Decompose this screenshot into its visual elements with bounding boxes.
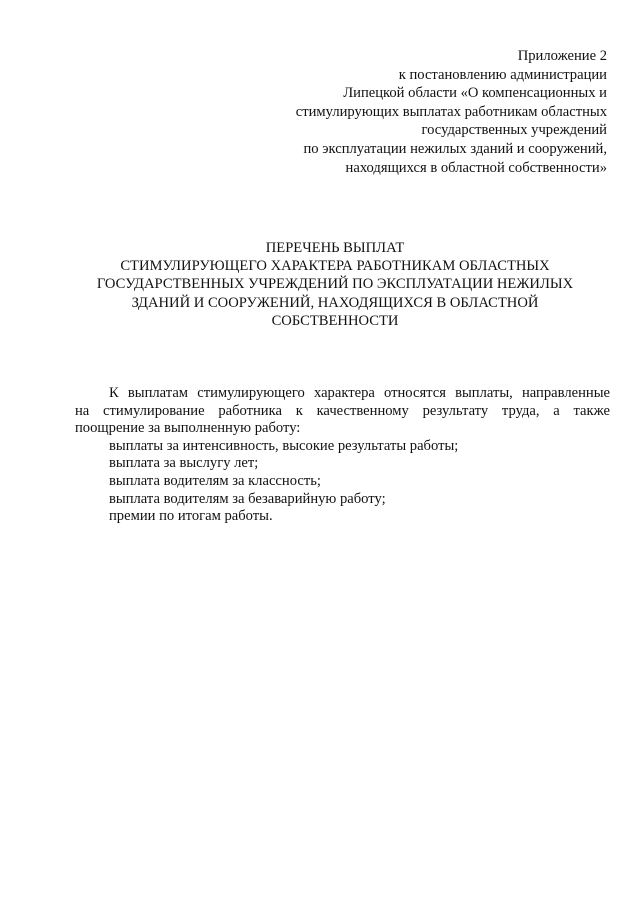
word: на <box>75 402 90 419</box>
word: выплаты, <box>455 385 513 401</box>
title-line: ЗДАНИЙ И СООРУЖЕНИЙ, НАХОДЯЩИХСЯ В ОБЛАСТНОЙ <box>131 294 539 311</box>
document-body <box>75 385 610 526</box>
appendix-line: стимулирующих выплатах работникам областных <box>295 103 607 120</box>
word: работника <box>218 402 282 419</box>
word: качественному <box>316 402 409 419</box>
word: а <box>553 402 560 419</box>
word: также <box>573 402 610 419</box>
title-line: СТИМУЛИРУЮЩЕГО ХАРАКТЕРА РАБОТНИКАМ ОБЛАСТНЫХ <box>120 258 550 275</box>
title-line: ПЕРЕЧЕНЬ ВЫПЛАТ <box>265 240 405 256</box>
word: результату <box>422 402 489 419</box>
list-item: премии по итогам работы. <box>109 508 273 525</box>
list-item: выплата водителям за безаварийную работу; <box>109 490 386 507</box>
title-line: СОБСТВЕННОСТИ <box>271 312 399 329</box>
word: направленные <box>521 385 610 401</box>
appendix-line: Липецкой области «О компенсационных и <box>343 85 607 102</box>
list-item: выплата за выслугу лет; <box>109 455 259 472</box>
paragraph-line-3: поощрение за выполненную работу: <box>75 420 301 437</box>
paragraph-line-1 <box>75 385 610 403</box>
document-title <box>60 239 610 330</box>
word: К <box>109 385 119 401</box>
list-item: выплата водителям за классность; <box>109 472 321 489</box>
appendix-line: Приложение 2 <box>517 48 607 64</box>
appendix-line: находящихся в областной собственности» <box>345 159 607 176</box>
word: труда, <box>501 402 540 419</box>
list-item: выплаты за интенсивность, высокие результаты работы; <box>109 437 459 454</box>
word: характера <box>313 385 375 401</box>
word: к <box>295 402 303 419</box>
word: стимулирующего <box>197 385 305 401</box>
title-line: ГОСУДАРСТВЕННЫХ УЧРЕЖДЕНИЙ ПО ЭКСПЛУАТАЦИИ НЕЖИЛЫХ <box>96 276 574 293</box>
appendix-line: к постановлению администрации <box>398 66 607 83</box>
word: стимулирование <box>103 402 205 419</box>
appendix-line: по эксплуатации нежилых зданий и сооружений, <box>303 140 607 157</box>
paragraph-line-2 <box>75 403 610 421</box>
appendix-header <box>207 47 607 177</box>
appendix-line: государственных учреждений <box>421 122 607 139</box>
word: относятся <box>384 385 446 401</box>
word: выплатам <box>127 385 189 401</box>
